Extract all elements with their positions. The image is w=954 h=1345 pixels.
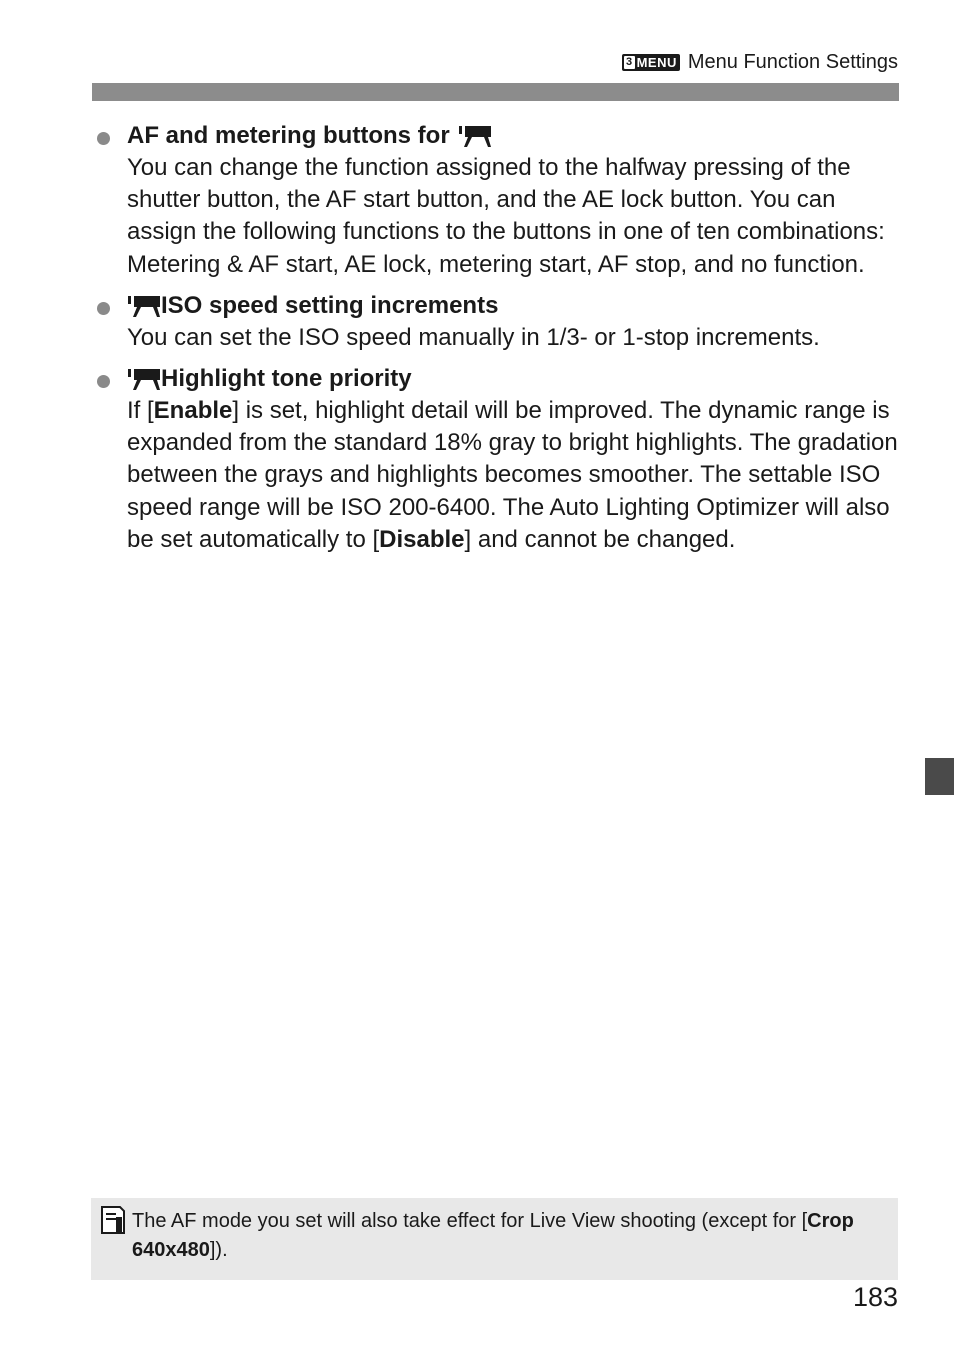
movie-camera-icon: [127, 367, 161, 391]
menu-tab-icon: 3 MENU: [622, 54, 680, 71]
bullet-icon: [97, 302, 110, 315]
header-divider-bar: [92, 83, 899, 101]
list-item-af-metering-buttons: [92, 120, 902, 281]
item-title: AF and metering buttons for: [127, 120, 902, 152]
movie-camera-icon: [458, 124, 492, 148]
section-title: Menu Function Settings: [687, 50, 898, 73]
chapter-tab-marker: [925, 758, 954, 795]
enable-option-label: Enable: [153, 397, 233, 425]
list-item-highlight-tone-priority: [92, 363, 902, 556]
crop-option-label: Crop 640x480: [132, 1210, 854, 1261]
item-title: ISO speed setting increments: [127, 290, 902, 322]
main-content: [92, 120, 902, 565]
item-description: You can change the function assigned to the halfway pressing of the shutter button, the AF start button, and the AE lock button. You can assign the following functions to the buttons in one of ten combinations: Metering & AF start, AE lock, metering start, AF stop, and no function.: [127, 154, 885, 278]
item-description: If [Enable] is set, highlight detail will be improved. The dynamic range is expanded from the standard 18% gray to bright highlights. The gradation between the grays and highlights becomes smoother. The settable ISO speed range will be ISO 200-6400. The Auto Lighting Optimizer will also be set automatically to [Disable] and cannot be changed.: [127, 397, 898, 553]
disable-option-label: Disable: [379, 525, 465, 553]
page-number: 183: [852, 1282, 898, 1312]
bullet-icon: [97, 375, 110, 388]
note-text: The AF mode you set will also take effect for Live View shooting (except for [Crop 640x480]).: [132, 1210, 854, 1261]
running-header: [622, 49, 898, 75]
movie-camera-icon: [127, 294, 161, 318]
note-icon: [100, 1205, 128, 1235]
bullet-icon: [97, 132, 110, 145]
item-description: You can set the ISO speed manually in 1/3- or 1-stop increments.: [127, 323, 820, 351]
note-box: [91, 1198, 898, 1280]
list-item-iso-increments: [92, 290, 902, 354]
item-title: Highlight tone priority: [127, 363, 902, 395]
